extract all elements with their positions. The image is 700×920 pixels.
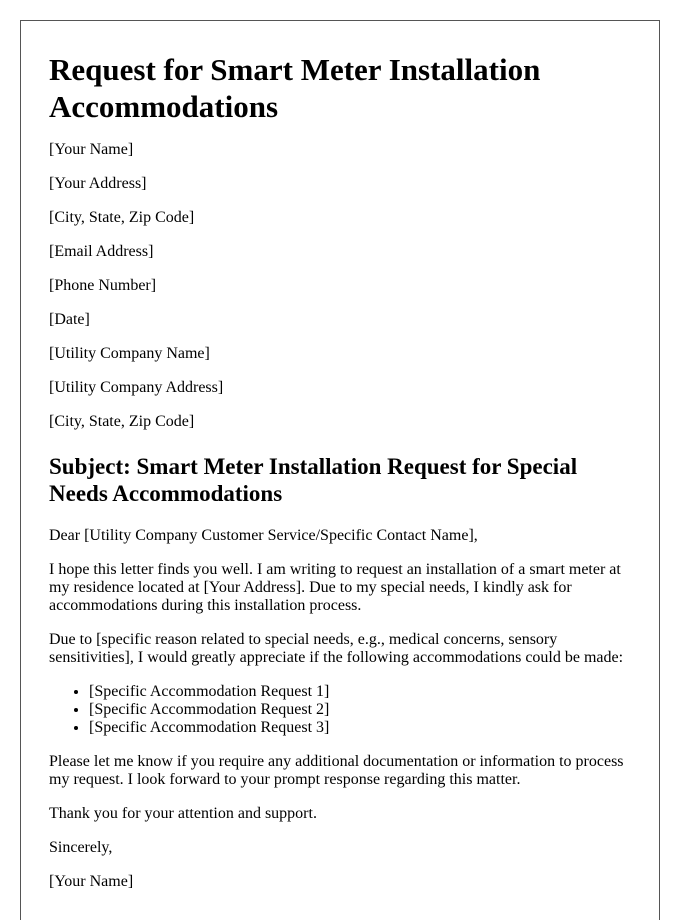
recipient-company-address: [Utility Company Address] <box>49 379 224 396</box>
sender-email: [Email Address] <box>49 243 154 260</box>
accommodation-list <box>49 683 631 737</box>
letter-date: [Date] <box>49 311 90 328</box>
sender-name: [Your Name] <box>49 141 134 158</box>
list-item: • [Specific Accommodation Request 2] <box>89 701 631 719</box>
signature-name: [Your Name] <box>49 873 134 890</box>
sender-address: [Your Address] <box>49 175 147 192</box>
body-paragraph-intro: I hope this letter finds you well. I am writing to request an installation of a smart meter at my residence located at [Your Address]. Due to my special needs, I kindly ask for accommodations during this installation process. <box>49 561 621 614</box>
document-title: Request for Smart Meter Installation Accommodations <box>49 52 541 124</box>
recipient-company-name: [Utility Company Name] <box>49 345 210 362</box>
body-paragraph-followup: Please let me know if you require any additional documentation or information to process my request. I look forward to your prompt response regarding this matter. <box>49 753 624 788</box>
signoff: Sincerely, <box>49 839 113 856</box>
salutation: Dear [Utility Company Customer Service/Specific Contact Name], <box>49 527 478 544</box>
body-paragraph-thanks: Thank you for your attention and support. <box>49 805 317 822</box>
letter-subject: Subject: Smart Meter Installation Request for Special Needs Accommodations <box>49 454 578 506</box>
sender-city-state-zip: [City, State, Zip Code] <box>49 209 195 226</box>
letter-page <box>20 20 660 920</box>
sender-phone: [Phone Number] <box>49 277 157 294</box>
body-paragraph-reason: Due to [specific reason related to special needs, e.g., medical concerns, sensory sensitivities], I would greatly appreciate if the following accommodations could be made: <box>49 631 624 666</box>
recipient-city-state-zip: [City, State, Zip Code] <box>49 413 195 430</box>
list-item: • [Specific Accommodation Request 1] <box>89 683 631 701</box>
list-item: • [Specific Accommodation Request 3] <box>89 719 631 737</box>
